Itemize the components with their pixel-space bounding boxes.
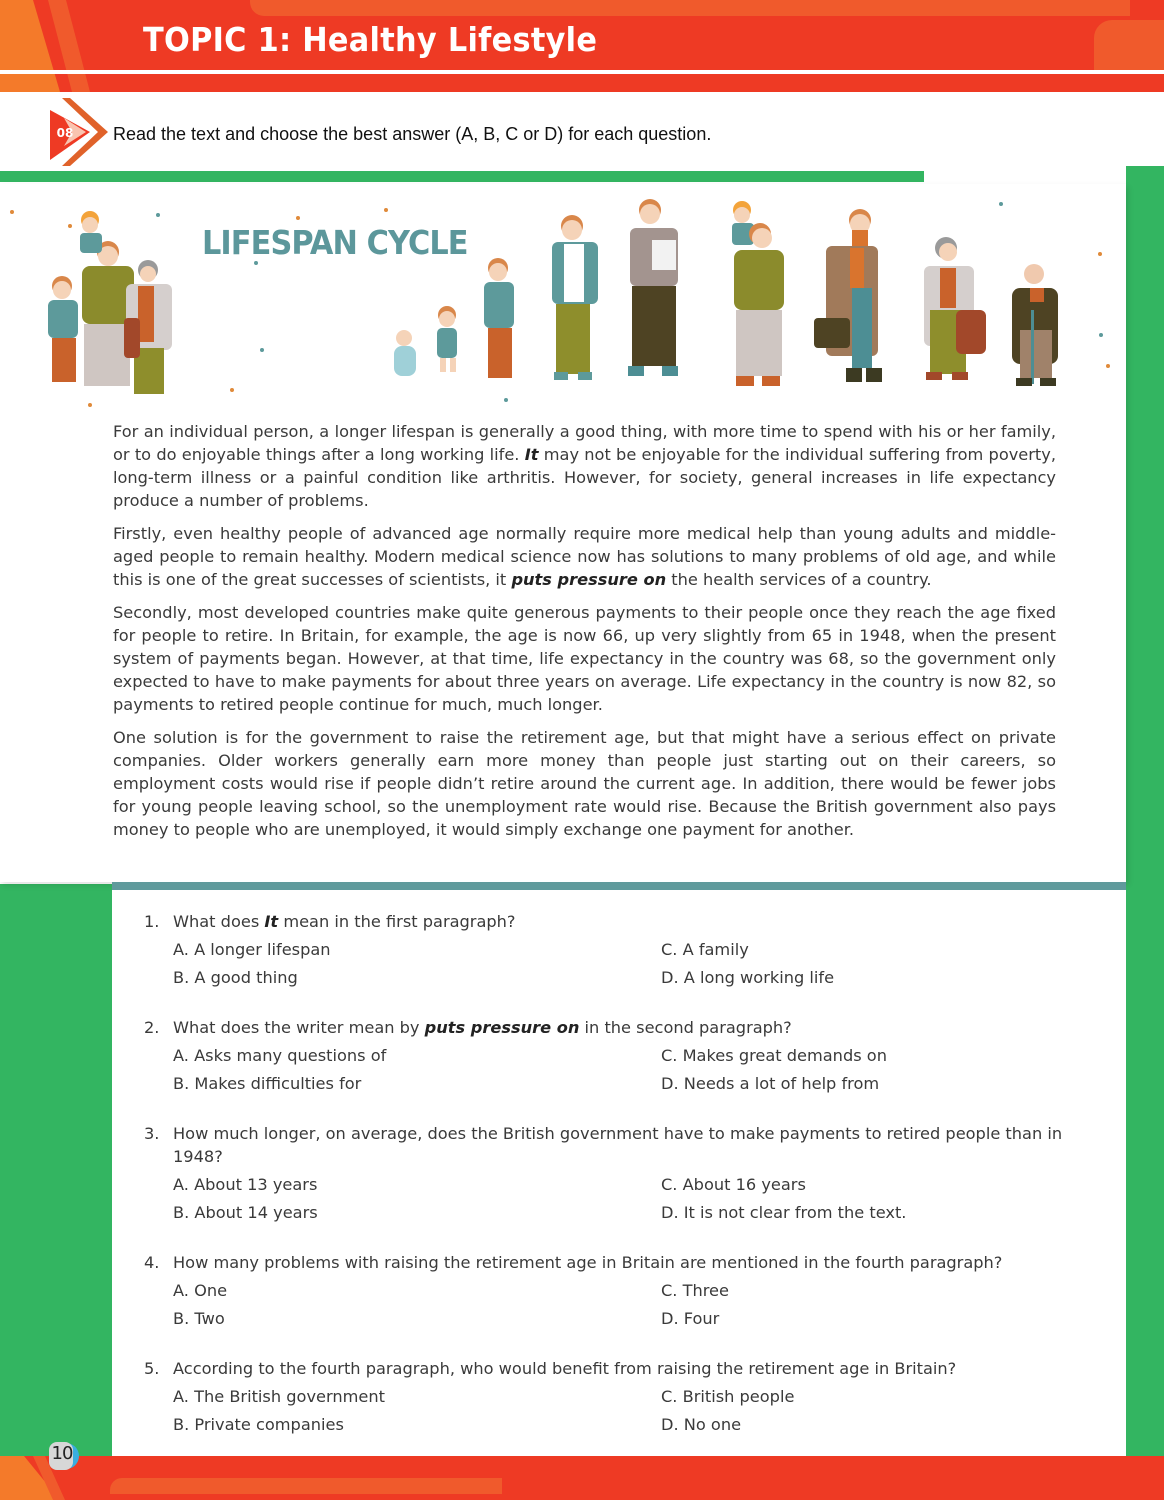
elderly-man-figure bbox=[1012, 264, 1058, 386]
child-figure bbox=[484, 258, 514, 378]
baby-figure bbox=[394, 330, 416, 376]
option-c[interactable]: C. Three bbox=[661, 1281, 729, 1300]
question-stem: According to the fourth paragraph, who would benefit from raising the retirement age in Britain? bbox=[173, 1359, 957, 1378]
lifespan-illustration bbox=[0, 190, 1126, 410]
footer-decoration bbox=[110, 1478, 502, 1494]
question-5 bbox=[144, 1357, 1084, 1436]
question-2 bbox=[144, 1016, 1084, 1095]
toddler-figure bbox=[437, 306, 457, 372]
green-frame-top bbox=[0, 171, 924, 182]
question-stem: What does the writer mean by puts pressure on in the second paragraph? bbox=[173, 1018, 792, 1037]
bearded-man-figure bbox=[814, 209, 882, 382]
reading-passage bbox=[113, 420, 1056, 851]
exercise-number-badge-icon bbox=[48, 98, 112, 166]
option-d[interactable]: D. It is not clear from the text. bbox=[661, 1203, 907, 1222]
paragraph-text: Firstly, even healthy people of advanced age normally require more medical help than young adults and middle-aged people to remain healthy. Modern medical science now has solutions to many problems of old age, and while this is one of the great successes of scientists, it bbox=[113, 524, 1056, 589]
green-frame-right bbox=[1126, 166, 1164, 1456]
option-b[interactable]: B. About 14 years bbox=[173, 1203, 318, 1222]
paragraph-text: the health services of a country. bbox=[666, 570, 932, 589]
teen-figure bbox=[552, 215, 598, 380]
option-c[interactable]: C. Makes great demands on bbox=[661, 1046, 887, 1065]
option-d[interactable]: D. Needs a lot of help from bbox=[661, 1074, 880, 1093]
question-number: 5. bbox=[144, 1359, 160, 1378]
footer-band bbox=[0, 1456, 1164, 1500]
option-c[interactable]: C. A family bbox=[661, 940, 749, 959]
option-a[interactable]: A. A longer lifespan bbox=[173, 940, 331, 959]
option-b[interactable]: B. Two bbox=[173, 1309, 225, 1328]
option-c[interactable]: C. About 16 years bbox=[661, 1175, 806, 1194]
question-3 bbox=[144, 1122, 1084, 1224]
questions-panel bbox=[112, 890, 1126, 1456]
father-with-child-figure bbox=[732, 201, 784, 386]
adult-phone-figure bbox=[628, 199, 678, 376]
question-stem: What does It mean in the first paragraph? bbox=[173, 912, 516, 931]
page-number: 10 bbox=[51, 1443, 73, 1464]
question-number: 4. bbox=[144, 1253, 160, 1272]
option-c[interactable]: C. British people bbox=[661, 1387, 795, 1406]
green-frame-left bbox=[0, 884, 112, 1456]
option-a[interactable]: A. Asks many questions of bbox=[173, 1046, 387, 1065]
option-d[interactable]: D. A long working life bbox=[661, 968, 835, 987]
question-stem: How much longer, on average, does the British government have to make payments to retired people than in 1948? bbox=[173, 1124, 1063, 1166]
family-group-figure bbox=[48, 211, 172, 394]
instruction-text: Read the text and choose the best answer (A, B, C or D) for each question. bbox=[113, 124, 712, 144]
header-decoration bbox=[0, 0, 60, 92]
option-a[interactable]: A. About 13 years bbox=[173, 1175, 318, 1194]
header-divider bbox=[0, 70, 1164, 74]
question-1 bbox=[144, 910, 1084, 989]
passage-paragraph bbox=[113, 522, 1056, 591]
illustration-title: LIFESPAN CYCLE bbox=[202, 223, 468, 262]
passage-paragraph: Secondly, most developed countries make quite generous payments to their people once they reach the age fixed for people to retire. In Britain, for example, the age is now 66, up very slightly from 65 in 1948, when the present system of payments began. However, at that time, life expectancy in the country was 68, so the government only expected to have to make payments for about three years on average. Life expectancy in the country is now 82, so payments to retired people continue for much, much longer. bbox=[113, 603, 1056, 714]
option-b[interactable]: B. A good thing bbox=[173, 968, 298, 987]
question-number: 2. bbox=[144, 1018, 160, 1037]
passage-paragraph bbox=[113, 420, 1056, 512]
question-number: 3. bbox=[144, 1124, 160, 1143]
option-a[interactable]: A. The British government bbox=[173, 1387, 385, 1406]
option-b[interactable]: B. Private companies bbox=[173, 1415, 344, 1434]
emphasized-word: It bbox=[524, 445, 539, 464]
header-decoration bbox=[1094, 20, 1164, 72]
paragraph-text: may not be enjoyable for the individual suffering from poverty, long-term illness or a painful condition like arthritis. However, for society, general increases in life expectancy produce a number of problems. bbox=[113, 445, 1056, 510]
question-4 bbox=[144, 1251, 1084, 1330]
question-number: 1. bbox=[144, 912, 160, 931]
option-d[interactable]: D. Four bbox=[661, 1309, 720, 1328]
question-stem: How many problems with raising the retirement age in Britain are mentioned in the fourth paragraph? bbox=[173, 1253, 1003, 1272]
emphasized-phrase: puts pressure on bbox=[511, 570, 667, 589]
option-b[interactable]: B. Makes difficulties for bbox=[173, 1074, 362, 1093]
option-a[interactable]: A. One bbox=[173, 1281, 228, 1300]
paragraph-text: For an individual person, a longer lifespan is generally a good thing, with more time to spend with his or her family, or to do enjoyable things after a long working life. bbox=[113, 422, 1056, 464]
passage-paragraph: One solution is for the government to raise the retirement age, but that might have a serious effect on private companies. Older workers generally earn more money than people just starting out on their careers, so employment costs would rise if people didn’t retire around the current age. In addition, there would be fewer jobs for young people leaving school, so the unemployment rate would rise. Because the British government also pays money to people who are unemployed, it would simply exchange one payment for another. bbox=[113, 728, 1056, 839]
option-d[interactable]: D. No one bbox=[661, 1415, 742, 1434]
header-decoration bbox=[250, 0, 1130, 16]
page-title: TOPIC 1: Healthy Lifestyle bbox=[143, 20, 598, 59]
exercise-number: 08 bbox=[56, 126, 74, 140]
teal-divider bbox=[112, 882, 1126, 890]
older-woman-figure bbox=[924, 237, 986, 380]
